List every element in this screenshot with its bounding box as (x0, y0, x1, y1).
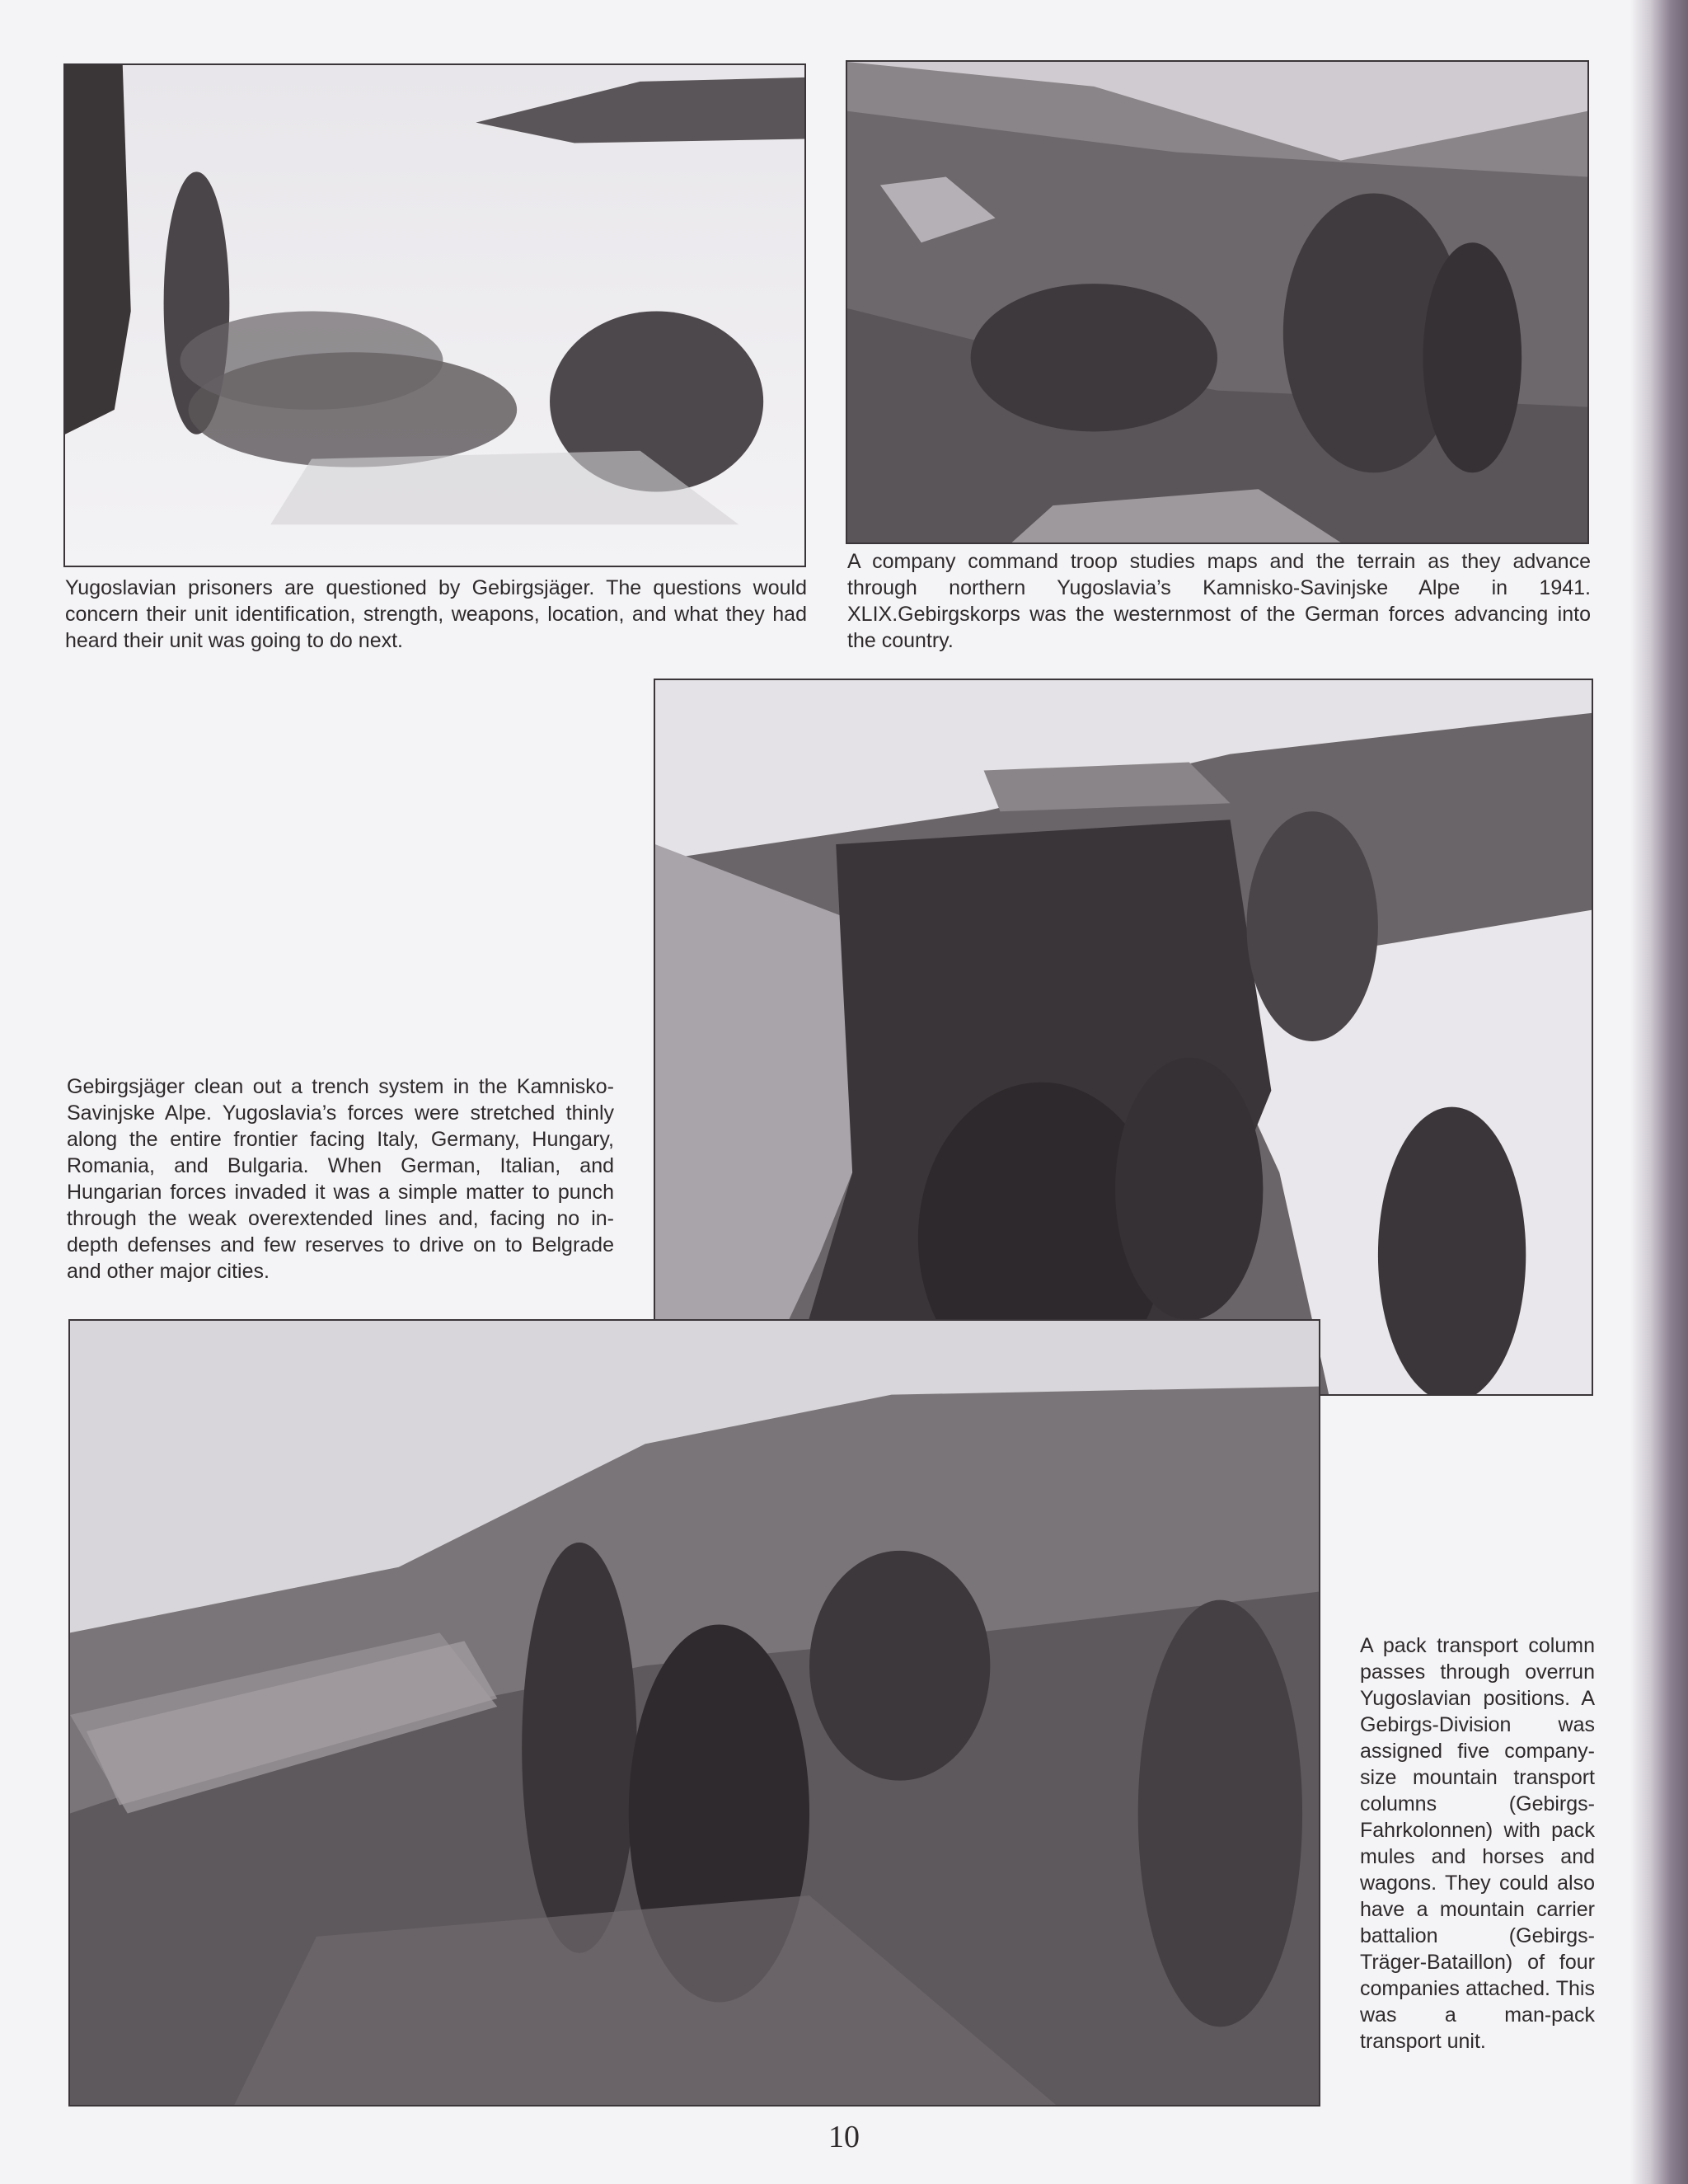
caption-command-troop: A company command troop studies maps and the terrain as they advance through northern Yugoslavia’s Kamnisko-Savinjske Alpe in 1941. XLIX.Gebirgskorps was the westernmost of the German forces advancing into the country. (847, 550, 1591, 652)
caption-trench-system: Gebirgsjäger clean out a trench system in the Kamnisko-Savinjske Alpe. Yugoslavia’s forces were stretched thinly along the entire frontier facing Italy, Germany, Hungary, Romania, and Bulgaria. When German, Italian, and Hungarian forces invaded it was a simple matter to punch through the weak overextended lines and, facing no in-depth defenses and few reserves to drive on to Belgrade and other major cities. (67, 1075, 614, 1283)
photo-command-troop-maps (846, 60, 1589, 544)
book-spine-shadow (1630, 0, 1688, 2184)
caption-pack-transport: A pack transport column passes through overrun Yugoslavian positions. A Gebirgs-Division was assigned five company-size mountain transport columns (Gebirgs-Fahrkolonnen) with pack mules and horses and wagons. They could also have a mountain carrier battalion (Gebirgs-Träger-Bataillon) of four companies attached. This was a man-pack transport unit. (1360, 1634, 1595, 2053)
caption-prisoners-questioned: Yugoslavian prisoners are questioned by Gebirgsjäger. The questions would concern their unit identification, strength, weapons, location, and what they had heard their unit was going to do next. (65, 576, 807, 652)
page-number: 10 (828, 2120, 860, 2154)
photo-prisoners-questioned (63, 63, 806, 567)
photo-pack-transport-column (68, 1319, 1320, 2107)
photo-trench-system (654, 679, 1593, 1396)
